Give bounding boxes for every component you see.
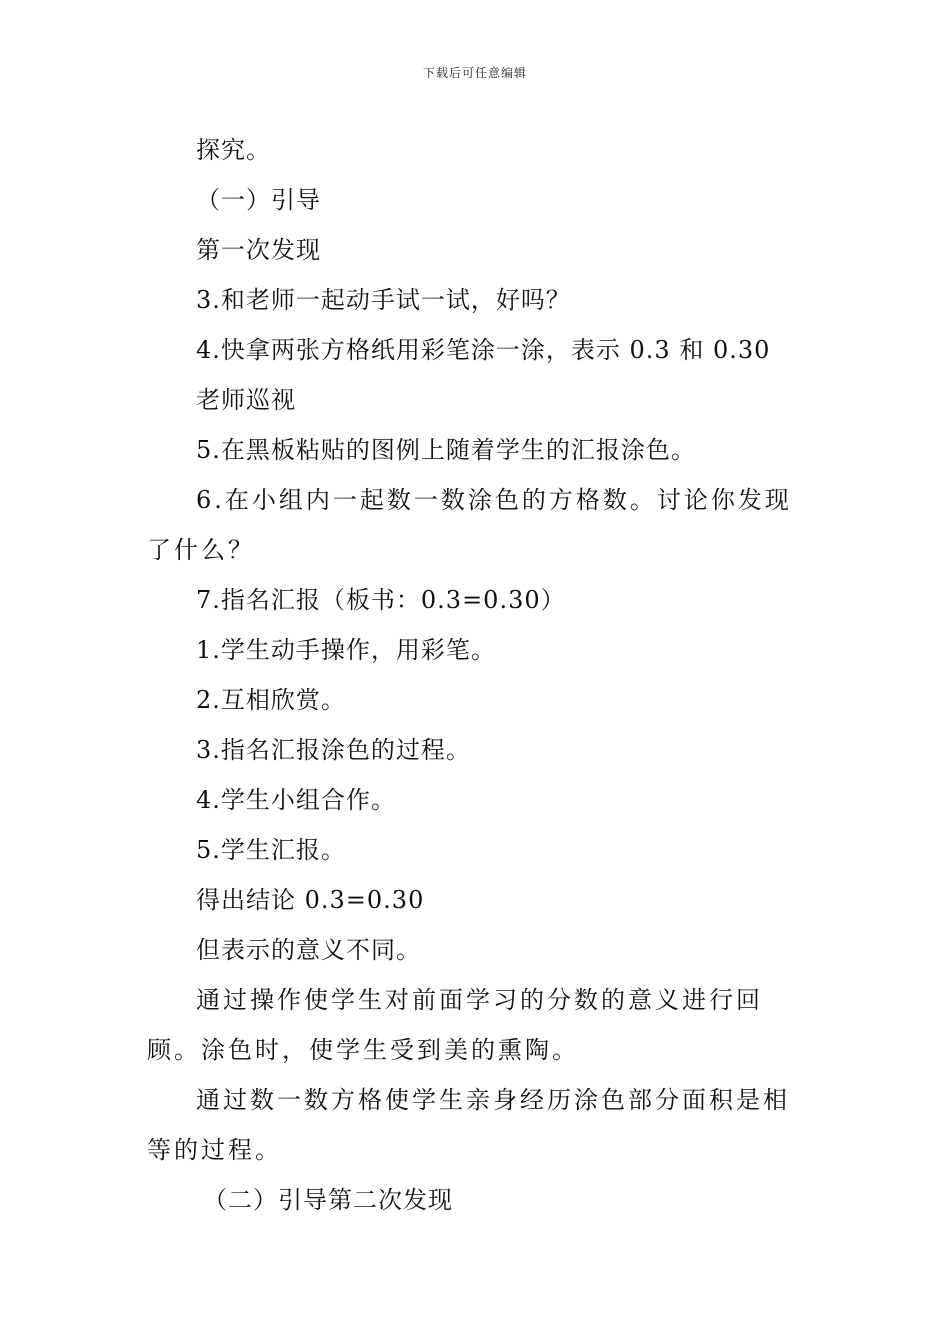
subheading-first-discovery: 第一次发现	[196, 236, 321, 264]
document-body	[147, 125, 812, 1225]
list-item: 2.互相欣赏。	[196, 686, 346, 714]
list-item: 5.学生汇报。	[196, 836, 346, 864]
list-item: 6.在小组内一起数一数涂色的方格数。讨论你发现了什么？	[147, 486, 792, 564]
section-heading-2: （二）引导第二次发现	[203, 1186, 453, 1214]
list-item: 1.学生动手操作，用彩笔。	[196, 636, 496, 664]
page-header: 下载后可任意编辑	[422, 66, 527, 80]
list-item: 4.学生小组合作。	[196, 786, 396, 814]
paragraph-design-intent-2: 通过数一数方格使学生亲身经历涂色部分面积是相等的过程。	[147, 1086, 790, 1164]
list-item: 3.和老师一起动手试一试，好吗？	[196, 286, 571, 314]
list-item: 7.指名汇报（板书：0.3=0.30）	[196, 586, 566, 614]
paragraph-conclusion: 得出结论 0.3=0.30	[196, 886, 425, 914]
paragraph-meaning-different: 但表示的意义不同。	[196, 936, 421, 964]
section-heading-1: （一）引导	[196, 186, 321, 214]
list-item: 5.在黑板粘贴的图例上随着学生的汇报涂色。	[196, 436, 696, 464]
list-item: 3.指名汇报涂色的过程。	[196, 736, 471, 764]
paragraph-design-intent-1: 通过操作使学生对前面学习的分数的意义进行回顾。涂色时，使学生受到美的熏陶。	[147, 986, 763, 1064]
list-item: 4.快拿两张方格纸用彩笔涂一涂，表示 0.3 和 0.30	[196, 336, 771, 364]
paragraph-teacher-patrol: 老师巡视	[196, 386, 296, 414]
paragraph-explore: 探究。	[196, 136, 271, 164]
